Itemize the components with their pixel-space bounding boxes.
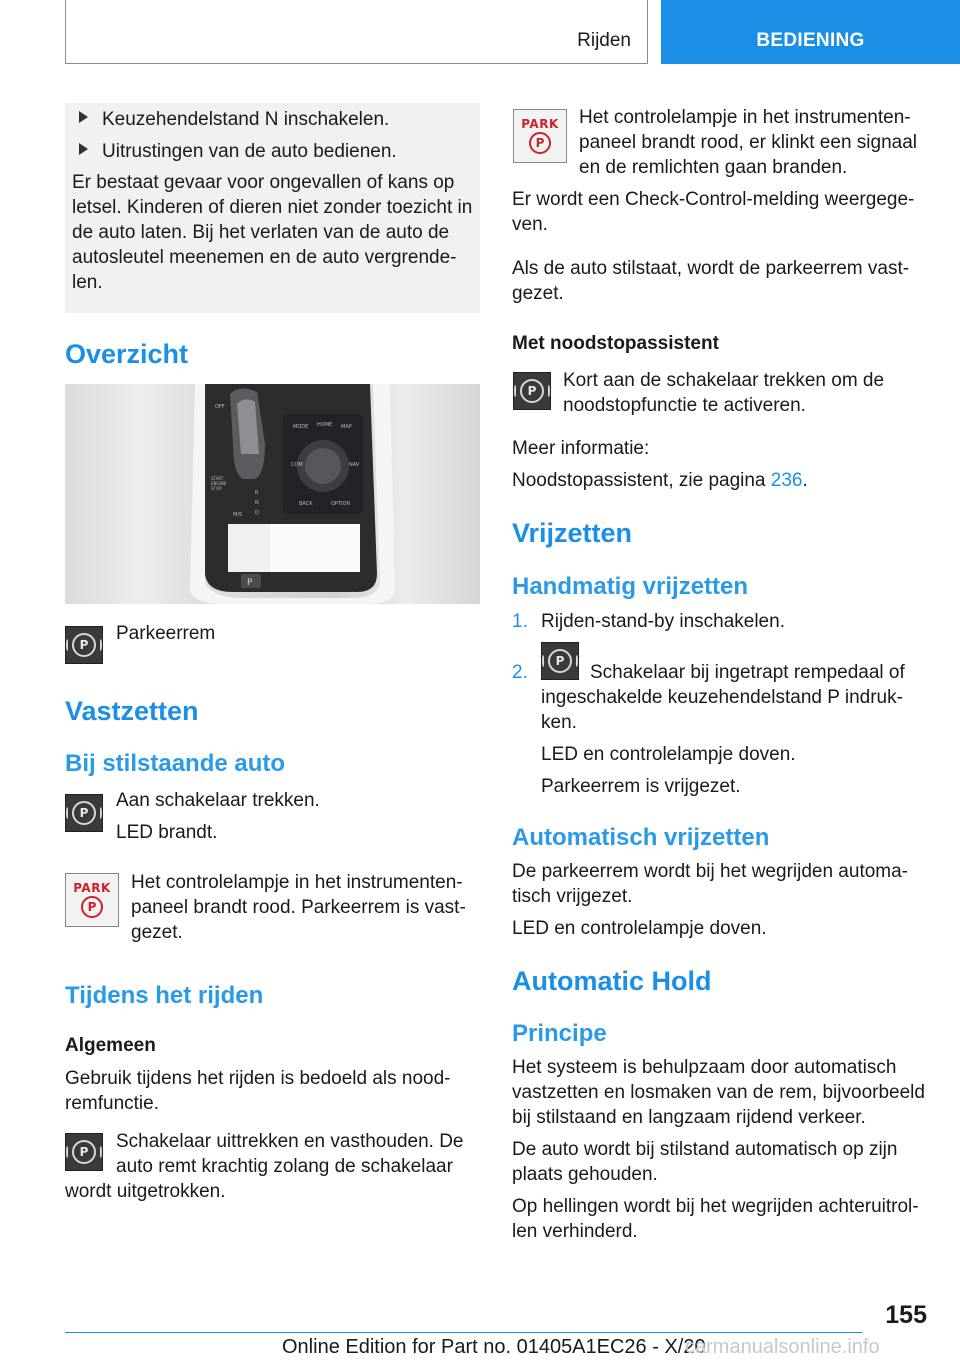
- right-park-lamp-text: Het controlelampje in het instrumenten- paneel brandt rood, er klinkt een signaal en de remlichten gaan branden.: [579, 107, 918, 178]
- principe-text-3: Op hellingen wordt bij het wegrijden achteruitrol- len verhinderd.: [512, 1196, 919, 1242]
- parking-brake-icon: P: [65, 794, 103, 832]
- parking-brake-icon: P: [513, 372, 551, 410]
- algemeen-text: Gebruik tijdens het rijden is bedoeld als nood- remfunctie.: [65, 1068, 451, 1114]
- header-chapter-tab[interactable]: [661, 0, 960, 64]
- uittrek-line-2: auto remt krachtig zolang de schakelaar: [116, 1156, 453, 1177]
- photo-label-option: OPTION: [331, 501, 351, 507]
- photo-label-off: OFF: [215, 404, 225, 410]
- photo-label-d: D: [255, 510, 259, 516]
- uittrek-line-3: wordt uitgetrokken.: [65, 1181, 226, 1202]
- check-control-text: Er wordt een Check-Control-melding weergege- ven.: [512, 189, 915, 235]
- step-2-result-1: LED en controlelampje doven.: [541, 744, 796, 765]
- park-lamp-text: Het controlelampje in het instrumenten- paneel brandt rood. Parkeerrem is vast- gezet.: [131, 872, 466, 943]
- heading-automatisch-vrijzetten: Automatisch vrijzetten: [512, 824, 770, 851]
- footer-divider: [65, 1332, 862, 1333]
- principe-text-1: Het systeem is behulpzaam door automatisch vastzetten en losmaken van de rem, bijvoorbeeld bij stilstaand en langzaam rijdend verkeer.: [512, 1057, 925, 1128]
- step-2-text-a: Schakelaar bij ingetrapt rempedaal of: [590, 662, 905, 683]
- warning-bullet: Uitrustingen van de auto bedienen.: [79, 139, 397, 164]
- step-2-text-b: ingeschakelde keuzehendelstand P indruk- ken.: [541, 687, 903, 733]
- bullet-triangle-icon: [79, 143, 88, 155]
- parking-brake-console-photo: [65, 384, 480, 604]
- photo-label-map: MAP: [341, 424, 352, 430]
- step-number: 1.: [512, 611, 528, 632]
- photo-label-ms: M/S: [233, 512, 243, 518]
- photo-p-symbol: P: [247, 578, 253, 588]
- photo-label-r: R: [255, 490, 259, 496]
- step-2-result-2: Parkeerrem is vrijgezet.: [541, 776, 741, 797]
- heading-handmatig-vrijzetten: Handmatig vrijzetten: [512, 573, 749, 600]
- footer-edition: Online Edition for Part no. 01405A1EC26 - X/20: [282, 1336, 706, 1358]
- heading-automatic-hold: Automatic Hold: [512, 966, 712, 996]
- principe-text-2: De auto wordt bij stilstand automatisch op zijn plaats gehouden.: [512, 1139, 898, 1185]
- footer-watermark: carmanualsonline.info: [685, 1336, 880, 1358]
- heading-overzicht: Overzicht: [65, 339, 189, 369]
- automatisch-text: De parkeerrem wordt bij het wegrijden automa- tisch vrijgezet.: [512, 861, 909, 907]
- parking-brake-icon: P: [65, 626, 103, 664]
- heading-bij-stilstaande-auto: Bij stilstaande auto: [65, 750, 286, 777]
- header-chapter-title: BEDIENING: [756, 30, 865, 51]
- parking-brake-icon: P: [541, 642, 579, 680]
- photo-label-nav: NAV: [349, 462, 360, 468]
- header-section-title: Rijden: [577, 30, 631, 51]
- header-left-frame: [65, 0, 648, 64]
- warning-box: [65, 103, 480, 313]
- noodstop-reference: Noodstopassistent, zie pagina 236.: [512, 470, 808, 491]
- heading-met-noodstopassistent: Met noodstopassistent: [512, 333, 719, 354]
- heading-vrijzetten: Vrijzetten: [512, 518, 633, 548]
- photo-label-start: START: [211, 476, 224, 481]
- park-warning-lamp-icon: PARK P: [65, 873, 119, 927]
- photo-label-back: BACK: [299, 501, 313, 507]
- heading-principe: Principe: [512, 1020, 607, 1047]
- parking-brake-icon: P: [65, 1133, 103, 1171]
- photo-label-mode: MODE: [293, 424, 309, 430]
- noodstop-text: Kort aan de schakelaar trekken om de noodstopfunctie te activeren.: [563, 370, 885, 416]
- automatisch-led-text: LED en controlelampje doven.: [512, 918, 767, 939]
- step-number: 2.: [512, 662, 528, 683]
- photo-label-stop: STOP: [211, 486, 222, 491]
- warning-text: Er bestaat gevaar voor ongevallen of kans op letsel. Kinderen of dieren niet zonder toezicht in de auto laten. Bij het verlaten van de auto de autosleutel meenemen en de auto vergrende- len.: [72, 172, 473, 293]
- bullet-triangle-icon: [79, 111, 88, 123]
- icon-caption-parkeerrem: Parkeerrem: [116, 623, 216, 644]
- photo-label-home: HOME: [317, 422, 333, 428]
- photo-label-engine: ENGINE: [211, 481, 227, 486]
- heading-algemeen: Algemeen: [65, 1035, 156, 1056]
- photo-label-n: N: [255, 500, 259, 506]
- heading-vastzetten: Vastzetten: [65, 696, 199, 726]
- heading-tijdens-het-rijden: Tijdens het rijden: [65, 982, 264, 1009]
- step-1-text: Rijden-stand-by inschakelen.: [541, 611, 785, 632]
- meer-informatie: Meer informatie:: [512, 438, 650, 459]
- console-illustration: [65, 384, 480, 604]
- park-warning-lamp-icon: PARK P: [513, 109, 567, 163]
- page-link-236[interactable]: 236: [770, 470, 803, 491]
- stil-text: Aan schakelaar trekken. LED brandt.: [116, 790, 320, 843]
- uittrek-line-1: Schakelaar uittrekken en vasthouden. De: [116, 1131, 464, 1152]
- warning-bullet: Keuzehendelstand N inschakelen.: [79, 107, 389, 132]
- page-number: 155: [885, 1301, 927, 1329]
- photo-label-com: COM: [291, 462, 303, 468]
- stilstaat-text: Als de auto stilstaat, wordt de parkeerrem vast- gezet.: [512, 258, 910, 304]
